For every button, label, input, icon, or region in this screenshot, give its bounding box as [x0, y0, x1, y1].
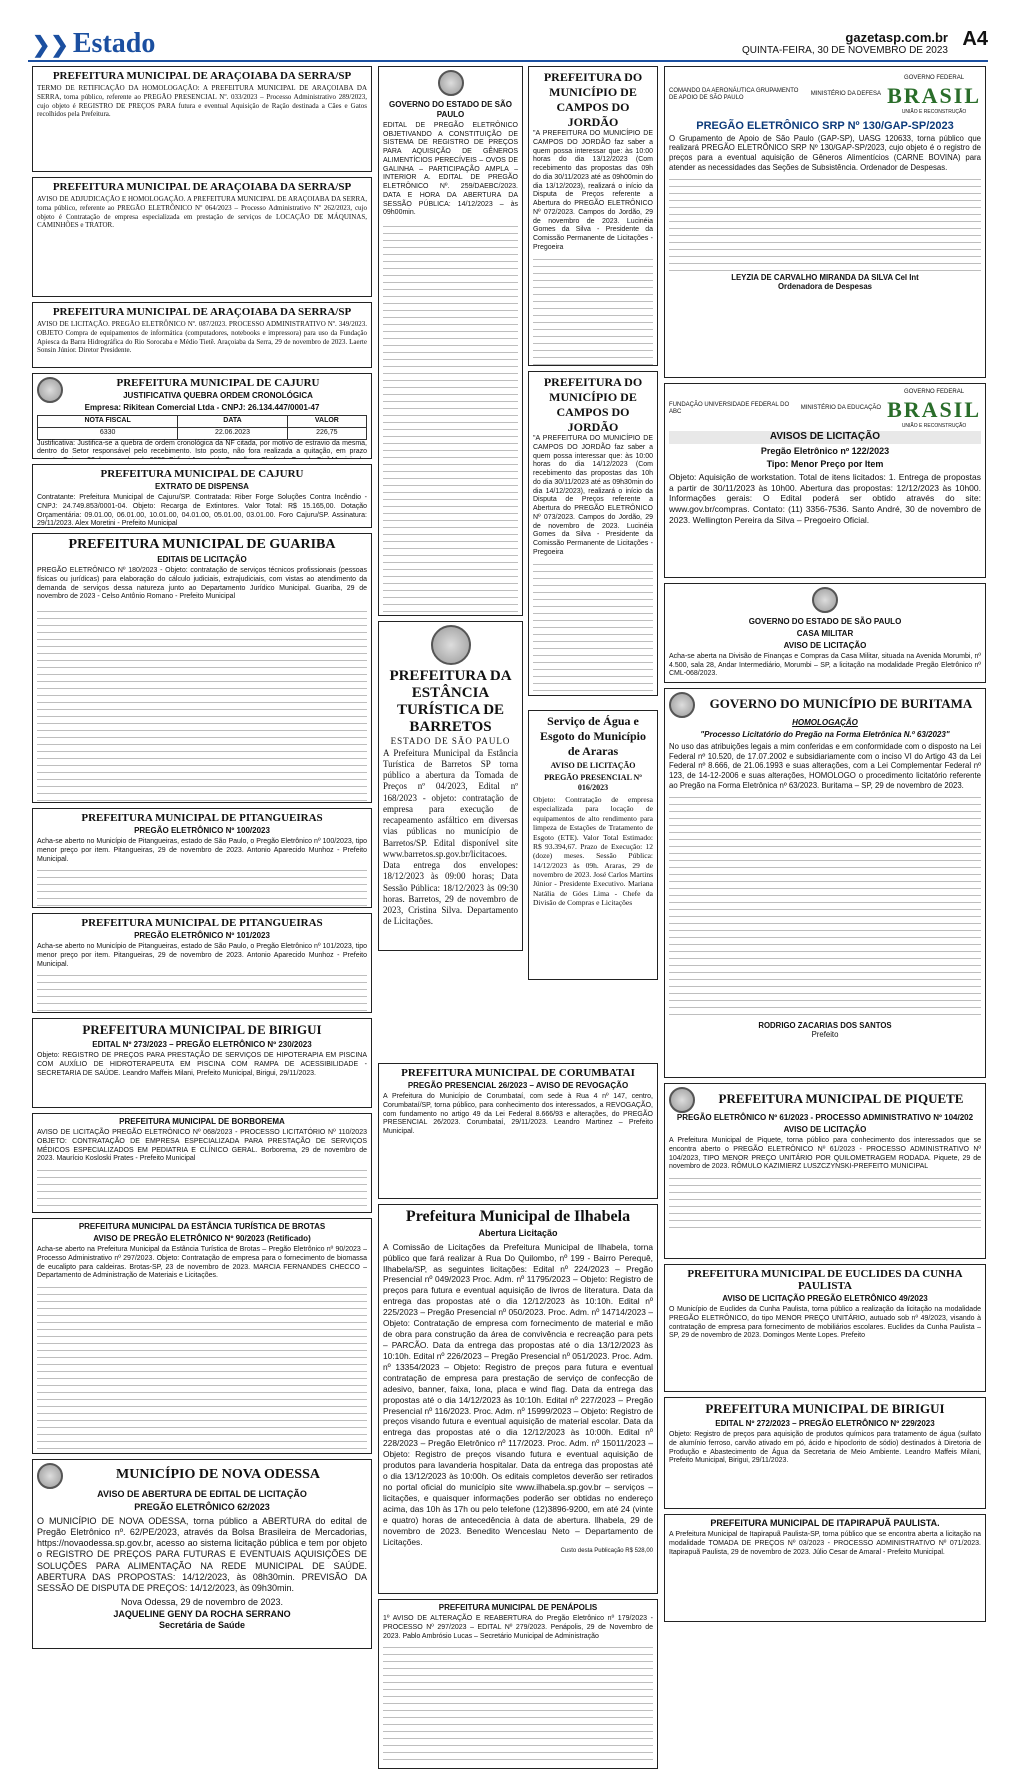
newspaper-logo[interactable] [32, 28, 155, 60]
notice-body: "A PREFEITURA DO MUNICÍPIO DE CAMPOS DO JORDÃO faz saber a quem possa interessar que: às 10:00 horas do dia 14/12/2023 (Com recebimento das propostas das 10h do dia 30/11/2023 até as 09h30min do dia 14/12/2023), realizará o início da Disputa de Preços referente a Abertura do PREGÃO ELETRÔNICO Nº 073/2023. Campos do Jordão, 29 de novembro de 2023. Lucinéia Gomes da Silva - Presidente da Comissão Permanente de Licitações - Pregoeira [533, 435, 653, 556]
dense-text-block [669, 173, 981, 273]
notice-campos-jordao-2 [528, 371, 658, 696]
signatory-name: LEYZIA DE CARVALHO MIRANDA DA SILVA Cel Int [731, 272, 919, 282]
column-1 [32, 66, 372, 1654]
masthead [28, 28, 988, 62]
federal-label: GOVERNO FEDERAL [904, 75, 965, 82]
notice-araras [528, 710, 658, 980]
dense-text-block [533, 558, 653, 697]
notice-cajuru-2 [32, 464, 372, 528]
notice-title: PREFEITURA MUNICIPAL DE EUCLIDES DA CUNHA PAULISTA [687, 1268, 963, 1292]
notice-subtitle: AVISO DE LICITAÇÃO [550, 761, 636, 770]
middle-wide [378, 1063, 658, 1774]
notice-title: PREFEITURA MUNICIPAL DE ARAÇOIABA DA SERRA/SP [52, 181, 352, 193]
logo-text: Estado [72, 28, 156, 59]
signatory-name: RODRIGO ZACARIAS DOS SANTOS [758, 1020, 892, 1030]
notice-subtitle: Pregão Eletrônico nº 122/2023 [760, 445, 890, 456]
notice-subtitle: EDITAL Nº 273/2023 – PREGÃO ELETRÔNICO Nº 230/2023 [92, 1040, 312, 1049]
municipal-crest-icon [669, 692, 695, 718]
notice-body: 1º AVISO DE ALTERAÇÃO E REABERTURA do Pregão Eletrônico nº 179/2023 - PROCESSO Nº 297/2023 – EDITAL Nº 279/2023. Penápolis, 29 de Novembro de 2023. Pablo Ambrósio Lucas – Secretário Municipal de Administração [383, 1615, 653, 1640]
dense-text-block [383, 1641, 653, 1766]
notice-cajuru-1 [32, 373, 372, 459]
notice-title: PREGÃO ELETRÔNICO SRP Nº 130/GAP-SP/2023 [696, 120, 954, 132]
notice-corumbatai [378, 1063, 658, 1199]
notice-subtitle: PREGÃO ELETRÔNICO Nº 61/2023 - PROCESSO ADMINISTRATIVO Nº 104/202 [676, 1113, 974, 1122]
notice-nova-odessa [32, 1459, 372, 1649]
notice-title: PREFEITURA MUNICIPAL DE BORBOREMA [119, 1117, 285, 1126]
notice-body: TERMO DE RETIFICAÇÃO DA HOMOLOGAÇÃO: A PREFEITURA MUNICIPAL DE ARAÇOIABA DA SERRA, torna público, referente ao PREGÃO PRESENCIAL Nº. 033/2023 – Processo Administrativo 289/2023, cujo objeto é REGISTRO DE PREÇOS PARA futura e eventual Aquisição de Ração destinada a Cães e Gatos recolhidos pela Prefeitura. [37, 84, 367, 119]
notice-body: Acha-se aberto na Prefeitura Municipal da Estância Turística de Brotas – Pregão Eletrônico nº 90/2023 – Processo Administrativo nº 297/2023. Objeto: Contratação de empresa para o fornecimento de biomassa de eucalipto para caldeiras. Brotas-SP, 23 de novembro de 2023. MARCIA FERNANDES CHECCO – Departamento de Administração de Materiais e Licitações. [37, 1246, 367, 1280]
brasil-logo: BRASIL [887, 82, 981, 108]
state-crest-icon [812, 587, 838, 613]
notice-subtitle: EDITAL Nº 272/2023 – PREGÃO ELETRÔNICO Nº 229/2023 [715, 1419, 935, 1428]
notice-title: PREFEITURA DO MUNICÍPIO DE CAMPOS DO JORDÃO [543, 70, 643, 129]
publication-cost: Custo desta Publicação R$ 528,00 [560, 1547, 653, 1554]
notice-body: A Prefeitura Municipal de Itapirapuã Paulista-SP, torna público que se encontra aberta a licitação na modalidade TOMADA DE PREÇOS Nº 03/2023 - PROCESSO ADMINISTRATIVO Nº 071/2023. Itapirapuã Paulista, 29 de novembro de 2023. Júlio Cesar de Amaral - Prefeito Municipal. [669, 1531, 981, 1556]
column-araras [528, 710, 658, 985]
notice-place-date: Nova Odessa, 29 de novembro de 2023. [120, 1597, 284, 1608]
notice-body: "A PREFEITURA DO MUNICÍPIO DE CAMPOS DO JORDÃO faz saber a quem possa interessar que: às 10:00 horas do dia 13/12/2023 (Com recebimento das propostas das 09h do dia 30/11/2023 até as 09h00min do dia 13/12/2023), realizará o início da Disputa de Preços referente a Abertura do PREGÃO ELETRÔNICO Nº 072/2023. Campos do Jordão, 29 de novembro de 2023. Lucinéia Gomes da Silva - Presidente da Comissão Permanente de Licitações - Pregoeira [533, 130, 653, 251]
notice-subtitle: AVISO DE LICITAÇÃO [783, 640, 867, 650]
notice-penapolis [378, 1599, 658, 1769]
table-cell: 226,75 [287, 427, 366, 439]
notice-ufabc [664, 383, 986, 578]
table-header: NOTA FISCAL [38, 416, 178, 428]
notice-title: PREFEITURA MUNICIPAL DE ARAÇOIABA DA SERRA/SP [52, 306, 352, 318]
notice-subtitle: AVISO DE PREGÃO ELETRÔNICO Nº 90/2023 (Retificado) [93, 1234, 311, 1243]
table-header: VALOR [287, 416, 366, 428]
notice-subtitle: HOMOLOGAÇÃO [792, 718, 858, 727]
notice-title: PREFEITURA MUNICIPAL DE BIRIGUI [82, 1022, 322, 1037]
notice-title: Serviço de Água e Esgoto do Município de Araras [539, 714, 647, 758]
notice-title: PREFEITURA MUNICIPAL DE CAJURU [116, 377, 320, 389]
notice-barretos [378, 621, 523, 951]
notice-ilhabela [378, 1204, 658, 1594]
site-url[interactable]: gazetasp.com.br [845, 30, 948, 45]
notice-euclides [664, 1264, 986, 1392]
notice-title: PREFEITURA MUNICIPAL DE CAJURU [100, 468, 304, 480]
notice-title: PREFEITURA MUNICIPAL DE ITAPIRAPUÃ PAULISTA. [710, 1518, 940, 1528]
municipal-crest-icon [669, 1087, 695, 1113]
notice-body: Acha-se aberto no Município de Pitangueiras, estado de São Paulo, o Pregão Eletrônico nº 101/2023, tipo menor preço por item. Pitangueiras, 29 de novembro de 2023. Antonio Aparecido Munhoz - Prefeito Municipal. [37, 943, 367, 968]
notice-gap-sp [664, 66, 986, 378]
issue-date: QUINTA-FEIRA, 30 DE NOVEMBRO DE 2023 [742, 45, 948, 56]
notice-title: Prefeitura Municipal de Ilhabela [405, 1208, 631, 1225]
notice-body: AVISO DE ADJUDICAÇÃO E HOMOLOGAÇÃO. A PREFEITURA MUNICIPAL DE ARAÇOIABA DA SERRA, torna público, referente ao PREGÃO ELETRÔNICO Nº 064/2023 – Processo Administrativo Nº 262/2023, cujo objeto é Contratação de empresa especializada em prestação de serviços de LOCAÇÃO DE MÁQUINAS, CAMINHÕES e TRATOR. [37, 195, 367, 230]
notice-title: GOVERNO DO ESTADO DE SÃO PAULO [389, 99, 512, 119]
notice-body: AVISO DE LICITAÇÃO PREGÃO ELETRÔNICO Nº 068/2023 - PROCESSO LICITATÓRIO Nº 110/2023 OBJETO: CONTRATAÇÃO DE EMPRESA ESPECIALIZADA PARA PRESTAÇÃO DE SERVIÇOS MÉDICOS ESPECIALIZADOS EM PEDIATRIA E CLÍNICO GERAL. Borborema, 29 de novembro de 2023. Maurício Kosloski Prates - Prefeito Municipal [37, 1129, 367, 1163]
notice-subtitle: AVISO DE LICITAÇÃO PREGÃO ELETRÔNICO 49/2023 [722, 1294, 928, 1303]
signatory-role: Secretária de Saúde [158, 1619, 246, 1630]
notice-title: PREFEITURA MUNICIPAL DE PIQUETE [718, 1091, 964, 1106]
notice-pitangueiras-2 [32, 913, 372, 1013]
notice-brotas [32, 1218, 372, 1454]
notice-state: ESTADO DE SÃO PAULO [390, 736, 511, 747]
issuer-name: COMANDO DA AERONÁUTICA GRUPAMENTO DE APOIO DE SÃO PAULO [669, 87, 799, 101]
notice-body: Contratante: Prefeitura Municipal de Cajuru/SP. Contratada: Riber Forge Soluções Contra Incêndio - CNPJ: 24.749.853/0001-04. Objeto: Recarga de Extintores. Valor Total: R$ 15.165,00. Dotação Orçamentária: 09.01.00, 06.01.00, 10.01.00, 04.01.00, 05.01.00, 03.01.00. Foro Cajuru/SP. Assinatura: 29/11/2023. Alex Moretini - Prefeito Municipal [37, 494, 367, 528]
notice-title: PREFEITURA MUNICIPAL DE PITANGUEIRAS [81, 812, 323, 824]
notice-title: PREFEITURA DO MUNICÍPIO DE CAMPOS DO JORDÃO [543, 375, 643, 434]
notice-body: EDITAL DE PREGÃO ELETRÔNICO OBJETIVANDO A CONSTITUIÇÃO DE SISTEMA DE REGISTRO DE PREÇOS PARA AQUISIÇÃO DE GÊNEROS ALIMENTÍCIOS PERECÍVEIS – OVOS DE GALINHA – PARTICIPAÇÃO AMPLA – INTERIOR A. EDITAL DE PREGÃO ELETRÔNICO Nº. 259/DAEBC/2023. DATA E HORA DA ABERTURA DA SESSÃO PÚBLICA: 14/12/2023 – às 09h00min. [383, 121, 518, 217]
dense-text-block [533, 253, 653, 367]
notice-subtitle: EXTRATO DE DISPENSA [155, 482, 249, 491]
notice-borborema [32, 1113, 372, 1213]
notice-casa-militar [664, 583, 986, 683]
notice-piquete [664, 1083, 986, 1259]
notice-buritama [664, 688, 986, 1078]
dense-text-block [37, 605, 367, 803]
notice-subtitle: AVISO DE ABERTURA DE EDITAL DE LICITAÇÃO [97, 1489, 307, 1499]
table-header: DATA [178, 416, 288, 428]
federal-brand [887, 389, 981, 429]
issuer-name: FUNDAÇÃO UNIVERSIDADE FEDERAL DO ABC [669, 401, 790, 415]
notice-subtitle: "Processo Licitatório do Pregão na Forma Eletrônica N.º 63/2023" [700, 730, 950, 739]
notice-title: GOVERNO DO MUNICÍPIO DE BURITAMA [709, 696, 973, 711]
notice-birigui [32, 1018, 372, 1108]
notice-subtitle: PREGÃO PRESENCIAL Nº 016/2023 [544, 773, 642, 792]
ministry-name: MINISTÉRIO DA DEFESA [810, 91, 882, 98]
notice-araçoiaba-3 [32, 302, 372, 368]
notice-title: MUNICÍPIO DE NOVA ODESSA [116, 1467, 320, 1482]
notice-title: PREFEITURA MUNICIPAL DE ARAÇOIABA DA SERRA/SP [52, 70, 352, 82]
notice-body: O Grupamento de Apoio de São Paulo (GAP-SP), UASG 120633, torna público que realizará PREGÃO ELETRÔNICO SRP Nº 130/GAP-SP/2023, cujo objeto é o registro de preços para a eventual aquisição de Gêneros Alimentícios (CARNE BOVINA) para atender as necessidades das Seções de Subsistência. Ordenador de Despesas. [669, 133, 981, 172]
logo-arrows-icon: ❯❯ [32, 32, 69, 57]
notice-body: A Prefeitura Municipal da Estância Turística de Barretos SP torna público a abertura da Tomada de Preços nº 04/2023, Edital nº 168/2023 - objeto: contratação de empresa para execução de recapeamento asfáltico em diversas vias públicas no município de Barretos/SP. Edital disponível site www.barretos.sp.gov.br/licitacoes. Data entrega dos envelopes: 18/12/2023 às 09:00 horas; Data Sessão Pública: 18/12/2023 às 09:30 horas. Barretos, 29 de novembro de 2023, Cristina Silva. Departamento de Licitações. [383, 747, 518, 927]
signatory-role: Prefeito [811, 1030, 839, 1040]
notice-body: Justificativa: Justifica-se a quebra de ordem cronológica da NF citada, por motivo de estravio da mesma, dentro do Setor responsável pelo recebimento. Isto posto, não fora realizada a quitação, em prazo [37, 439, 367, 456]
notice-title: AVISOS DE LICITAÇÃO [669, 431, 981, 444]
dense-text-block [669, 791, 981, 1021]
notice-subtitle: Abertura Licitação [478, 1228, 558, 1238]
brasil-logo: BRASIL [887, 396, 981, 422]
column-4 [664, 66, 986, 1627]
notice-subtitle: AVISO DE LICITAÇÃO [783, 1125, 867, 1134]
notice-body: PREGÃO ELETRÔNICO Nº 180/2023 - Objeto: contratação de serviços técnicos profissionais (pessoas físicas ou jurídicas) para elaboração do cálculo judiciais, extrajudiciais, com vistas ao atendimento da demanda de serviços dessa natureza junto ao Departamento Jurídico Municipal. Guariba, 29 de novembro de 2023 - Celso Antônio Romano - Prefeito Municipal [37, 567, 367, 601]
notice-body: A Prefeitura Municipal de Piquete, torna público para conhecimento dos interessados que se encontra aberto o PREGÃO ELETRÔNICO Nº 61/2023 - PROCESSO ADMINISTRATIVO Nº 104/2023, TIPO MENOR PREÇO UNITÁRIO POR QUILOMETRAGEM RODADA. Piquete, 29 de novembro de 2023. RÔMULO KAZIMIERZ LUSZCZYNSKI-PREFEITO MUNICIPAL [669, 1137, 981, 1171]
table-cell: 22.06.2023 [178, 427, 288, 439]
notice-body: Acha-se aberto no Município de Pitangueiras, estado de São Paulo, o Pregão Eletrônico nº 100/2023, tipo menor preço por item. Pitangueiras, 29 de novembro de 2023. Antonio Aparecido Munhoz - Prefeito Municipal. [37, 838, 367, 863]
federal-slogan: UNIÃO E RECONSTRUÇÃO [901, 108, 967, 115]
notice-campos-jordao-1 [528, 66, 658, 366]
dense-text-block [37, 1281, 367, 1451]
notice-title: PREFEITURA MUNICIPAL DE BIRIGUI [705, 1401, 945, 1416]
federal-slogan: UNIÃO E RECONSTRUÇÃO [901, 422, 967, 429]
notice-title: PREFEITURA MUNICIPAL DE PENÁPOLIS [438, 1603, 598, 1612]
page-number: A4 [962, 28, 988, 50]
company-line: Empresa: Rikitean Comercial Ltda - CNPJ: 26.134.447/0001-47 [84, 403, 320, 412]
dense-text-block [37, 1164, 367, 1213]
column-2 [378, 66, 523, 956]
municipal-crest-icon [37, 377, 63, 403]
dense-text-block [383, 220, 518, 616]
dense-text-block [37, 864, 367, 908]
notice-subtitle: PREGÃO ELETRÔNICO 62/2023 [134, 1502, 270, 1513]
dense-text-block [37, 969, 367, 1013]
column-3 [528, 66, 658, 701]
notice-guariba [32, 533, 372, 803]
notice-itapirapua [664, 1514, 986, 1622]
signatory-name: JAQUELINE GENY DA ROCHA SERRANO [113, 1608, 291, 1619]
notice-araçoiaba-2 [32, 177, 372, 297]
notice-body: Objeto: Registro de preços para aquisição de produtos químicos para tratamento de água (sulfato de alumínio ferroso, carvão ativado em pó, ácido e hipoclorito de sódio) destinados à Diretoria de Produção e Abastecimento de Água da Secretaria de Meio Ambiente. Leandro Maffeis Milani, Prefeito Municipal, Birigui, 29/11/2023. [669, 1431, 981, 1465]
table-cell: 6330 [38, 427, 178, 439]
notice-body: No uso das atribuições legais a mim conferidas e em conformidade com o disposto na Lei Federal nº 10.520, de 17.07.2002 e subsidiariamente com o inciso VI do Artigo 43 da Lei Federal nº 8.666, de 21.06.1993 e suas alterações, com a Lei Complementar Federal nº 123, de 14-12-2006 e suas alterações, HOMOLOGO o procedimento licitatório referente ao Pregão na Forma Eletrônica nº 63/2023. Buritama – SP, 29 de novembro de 2023. [669, 742, 981, 790]
notice-body: O Município de Euclides da Cunha Paulista, torna público a realização da licitação na modalidade PREGÃO ELETRÔNICO, do tipo MENOR PREÇO UNITÁRIO, autuado sob nº 49/2023, visando à contratação de empresa para fornecimento de mobiliários escolares. Euclides da Cunha Paulista – SP, 29 de novembro de 2023. Domingos Mente Lopes. Prefeito [669, 1306, 981, 1340]
notice-title: PREFEITURA MUNICIPAL DE PITANGUEIRAS [81, 917, 323, 929]
notice-body: AVISO DE LICITAÇÃO. PREGÃO ELETRÔNICO Nº. 087/2023. PROCESSO ADMINISTRATIVO Nº. 349/2023. OBJETO Compra de equipamentos de informática (computadores, notebooks e impressora) para uso da Fundação Apiesca da Barra Hidrográfica do Rio Sorocaba e Médio Tietê. Araçoiaba da Serra, 29 de novembro de 2023. Laerte Sonsin Júnior. Diretor Presidente. [37, 320, 367, 355]
notice-subtitle: PREGÃO ELETRÔNICO Nº 101/2023 [134, 931, 270, 940]
notice-subtitle: PREGÃO ELETRÔNICO Nº 100/2023 [134, 826, 270, 835]
notice-subtitle: EDITAIS DE LICITAÇÃO [157, 555, 247, 564]
notice-body: A Prefeitura do Município de Corumbataí, com sede à Rua 4 nº 147, centro, Corumbataí/SP, torna público, para conhecimento dos interessados, a REVOGAÇÃO, com fundamento no artigo 49 da Lei Federal 8.666/93 e alterações, do PREGÃO PRESENCIAL 26/2023. Corumbataí, 29/11/2023. Leandro Martinez – Prefeito Municipal. [383, 1093, 653, 1135]
notice-subtitle: Tipo: Menor Preço por Item [766, 458, 884, 469]
notice-body: Objeto: Aquisição de workstation. Total de itens licitados: 1. Entrega de propostas a partir de 30/11/2023 às 10h00. Abertura das propostas: 12/12/2023 às 10h00. Informações gerais: O Edital poderá ser obtido através do site: www.gov.br/compras. Contato: (11) 3356-7536. Santo André, 30 de novembro de 2023. Wellington Pereira da Silva – Pregoeiro Oficial. [669, 472, 981, 525]
municipal-crest-icon [37, 1463, 63, 1489]
federal-label: GOVERNO FEDERAL [904, 389, 965, 396]
municipal-crest-icon [431, 625, 471, 665]
dense-text-block [669, 1172, 981, 1232]
notice-title: CASA MILITAR [796, 628, 854, 638]
notice-title: PREFEITURA DA ESTÂNCIA TURÍSTICA DE BARRETOS [389, 668, 512, 736]
notice-title: GOVERNO DO ESTADO DE SÃO PAULO [748, 616, 902, 626]
notice-body: Objeto: REGISTRO DE PREÇOS PARA PRESTAÇÃO DE SERVIÇOS DE HIPOTERAPIA EM PISCINA COM AUXÍLIO DE HIDROTERAPEUTA EM PISCINA COM RAMPA DE ACESSIBILIDADE - SECRETARIA DE SAÚDE. Leandro Maffeis Milani, Prefeito Municipal, Birigui, 29/11/2023. [37, 1052, 367, 1077]
invoice-table [37, 415, 367, 440]
notice-title: PREFEITURA MUNICIPAL DE CORUMBATAI [401, 1067, 635, 1079]
notice-body: O MUNICÍPIO DE NOVA ODESSA, torna público a ABERTURA do edital de Pregão Eletrônico nº. 62/PE/2023, através da Bolsa Brasileira de Mercadorias, https://novaodessa.sp.gov.br, acesso ao sistema licitação pública e tem por objeto o REGISTRO DE PREÇOS PARA FUTURAS E EVENTUAIS AQUISIÇÕES DE SOLUÇÕES PARA ALIMENTAÇÃO NA REDE MUNICIPAL DE SAÚDE. ABERTURA DAS PROPOSTAS: 14/12/2023, às 08h30min. PREVISÃO DA SESSÃO DE DISPUTA DE PREÇOS: 14/12/2023, às 09h30min. [37, 1515, 367, 1593]
notice-body: Objeto: Contratação de empresa especializada para locação de equipamentos de alto rendimento para limpeza de Estações de Tratamento de Esgoto (ETE). Valor Total Estimado: R$ 93.394,67. Prazo de Execução: 12 (doze) meses. Sessão Pública: 14/12/2023 às 09h. Araras, 29 de novembro de 2023. José Carlos Martins Júnior - Presidente Executivo. Mariana Natália de Góes Lima - Chefe da Divisão de Compras e Licitações [533, 795, 653, 908]
notice-body: Acha-se aberta na Divisão de Finanças e Compras da Casa Militar, situada na Avenida Morumbi, nº 4.500, sala 28, Andar Intermediário, Morumbi – SP, a licitação na modalidade Pregão Eletrônico nº CML-068/2023. [669, 652, 981, 678]
notice-title: PREFEITURA MUNICIPAL DA ESTÂNCIA TURÍSTICA DE BROTAS [78, 1222, 326, 1231]
notice-subtitle: PREGÃO PRESENCIAL 26/2023 – AVISO DE REVOGAÇÃO [407, 1081, 629, 1090]
state-crest-icon [438, 70, 464, 96]
signatory-role: Ordenadora de Despesas [777, 282, 873, 292]
notice-pitangueiras-1 [32, 808, 372, 908]
notice-title: PREFEITURA MUNICIPAL DE GUARIBA [68, 537, 336, 552]
ministry-name: MINISTÉRIO DA EDUCAÇÃO [800, 405, 882, 412]
notice-araçoiaba-1 [32, 66, 372, 172]
notice-governo-sp [378, 66, 523, 616]
notice-birigui-2 [664, 1397, 986, 1509]
notice-body: A Comissão de Licitações da Prefeitura Municipal de Ilhabela, torna público que fará realizar à Rua Do Quilombo, nº 199 - Bairro Perequê, Ilhabela/SP, as seguintes licitações: Edital nº 224/2023 – Pregão Presencial nº 049/2023 Proc. Adm. nº 11795/2023 – Objeto: Registro de preços para futura e eventual aquisição de livros de literatura. Data da entrega das propostas até o dia 12/12/2023 às 10:10h. Edital nº 225/2023 – Pregão Presencial nº 050/2023. Proc. Adm. nº 14714/2023 – Objeto: Contratação de empresa com fornecimento de material e mão de obra para construção da área de convivência e recreação para pets – PARCÃO. Data da entrega das propostas até o dia 13/12/2023 às 10:10h. Edital nº 226/2023 – Pregão Presencial nº 051/2023. Proc. Adm. nº 13354/2023 – Objeto: Registro de preços para futura e eventual contratação de empresa para prestação de serviço de confecção de adesivo, banner, faixa, lona, placa e wind flag. Data da entrega das propostas até o dia 14/12/2023 às 10:10h. Edital nº 227/2023 – Pregão Presencial nº 116/2023. Proc. Adm. nº 15999/2023 – Objeto: Registro de preços visando futura e eventual aquisição de material escolar. Data da entrega das propostas até o dia 12/12/2023 às 10:00h. Edital nº 228/2023 – Pregão Eletrônico nº 117/2023. Proc. Adm. nº 15011/2023 – Objeto: Registro de preços visando futura e eventual aquisição de produtos para lavanderia hospitalar. Data da entrega das propostas até o dia 13/12/2023 às 10:00h. Os editais completos deverão ser retirados no portal oficial do município site www.ilhabela.sp.gov.br – serviços – licitações, e quaisquer informações poderão ser obtidas no endereço acima, das 10h às 17h ou pelo telefone (12)3896-9200, em até 24 (vinte e quatro) horas de antecedência à data de abertura. Ilhabela, 29 de novembro de 2023. Benedito Wenceslau Neto – Departamento de Licitações. [383, 1241, 653, 1547]
notice-subtitle: JUSTIFICATIVA QUEBRA ORDEM CRONOLÓGICA [123, 391, 313, 400]
federal-brand [887, 75, 981, 115]
